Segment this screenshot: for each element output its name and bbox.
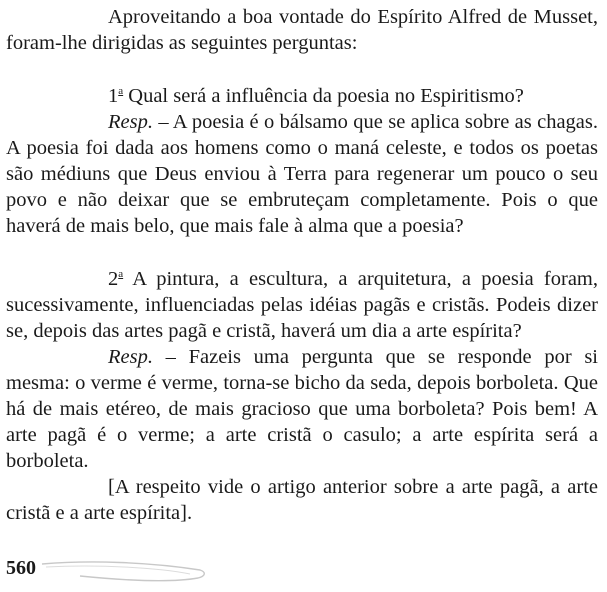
answer-1-text: – A poesia é o bálsamo que se aplica sobre as chagas. A poesia foi dada aos homens como o maná celeste, e todos os poetas são médiuns que Deus enviou à Terra para regenerar um pouco o seu povo e não deixar que se embruteçam completamente. Pois o que haverá de mais belo, que mais fale à alma que a poesia? [6, 111, 599, 237]
intro-paragraph: Aproveitando a boa vontade do Espírito Alfred de Musset, foram-lhe dirigidas as seguintes perguntas: [6, 6, 598, 54]
swoosh-ornament-icon [40, 558, 210, 584]
question-2-text: A pintura, a escultura, a arquitetura, a poesia foram, sucessivamente, influenciadas pelas idéias pagãs e cristãs. Podeis dizer se, depois das artes pagã e cristã, haverá um dia a arte espírita? [6, 268, 598, 342]
question-1-text: Qual será a influência da poesia no Espiritismo? [128, 85, 524, 107]
spacer [6, 56, 598, 83]
spacer [6, 239, 598, 266]
answer-2 [6, 344, 598, 474]
page-body [6, 4, 598, 526]
answer-2-label: Resp. [108, 346, 153, 368]
question-1 [6, 83, 598, 109]
question-2-ordinal: a [118, 268, 124, 280]
question-2-number: 2 [108, 268, 119, 290]
answer-1 [6, 109, 598, 239]
answer-1-label: Resp. [108, 111, 153, 133]
question-1-number: 1 [108, 85, 119, 107]
answer-2-text: – Fazeis uma pergunta que se responde por si mesma: o verme é verme, torna-se bicho da seda, depois borboleta. Que há de mais etéreo, de mais gracioso que uma borboleta? Pois bem! A arte pagã é o verme; a arte cristã o casulo; a arte espírita será a borboleta. [6, 346, 599, 472]
page-footer [6, 552, 266, 588]
page-number: 560 [6, 557, 36, 579]
question-2 [6, 266, 598, 344]
editorial-note: [A respeito vide o artigo anterior sobre a arte pagã, a arte cristã e a arte espírita]. [6, 476, 598, 524]
question-1-ordinal: a [118, 85, 124, 97]
